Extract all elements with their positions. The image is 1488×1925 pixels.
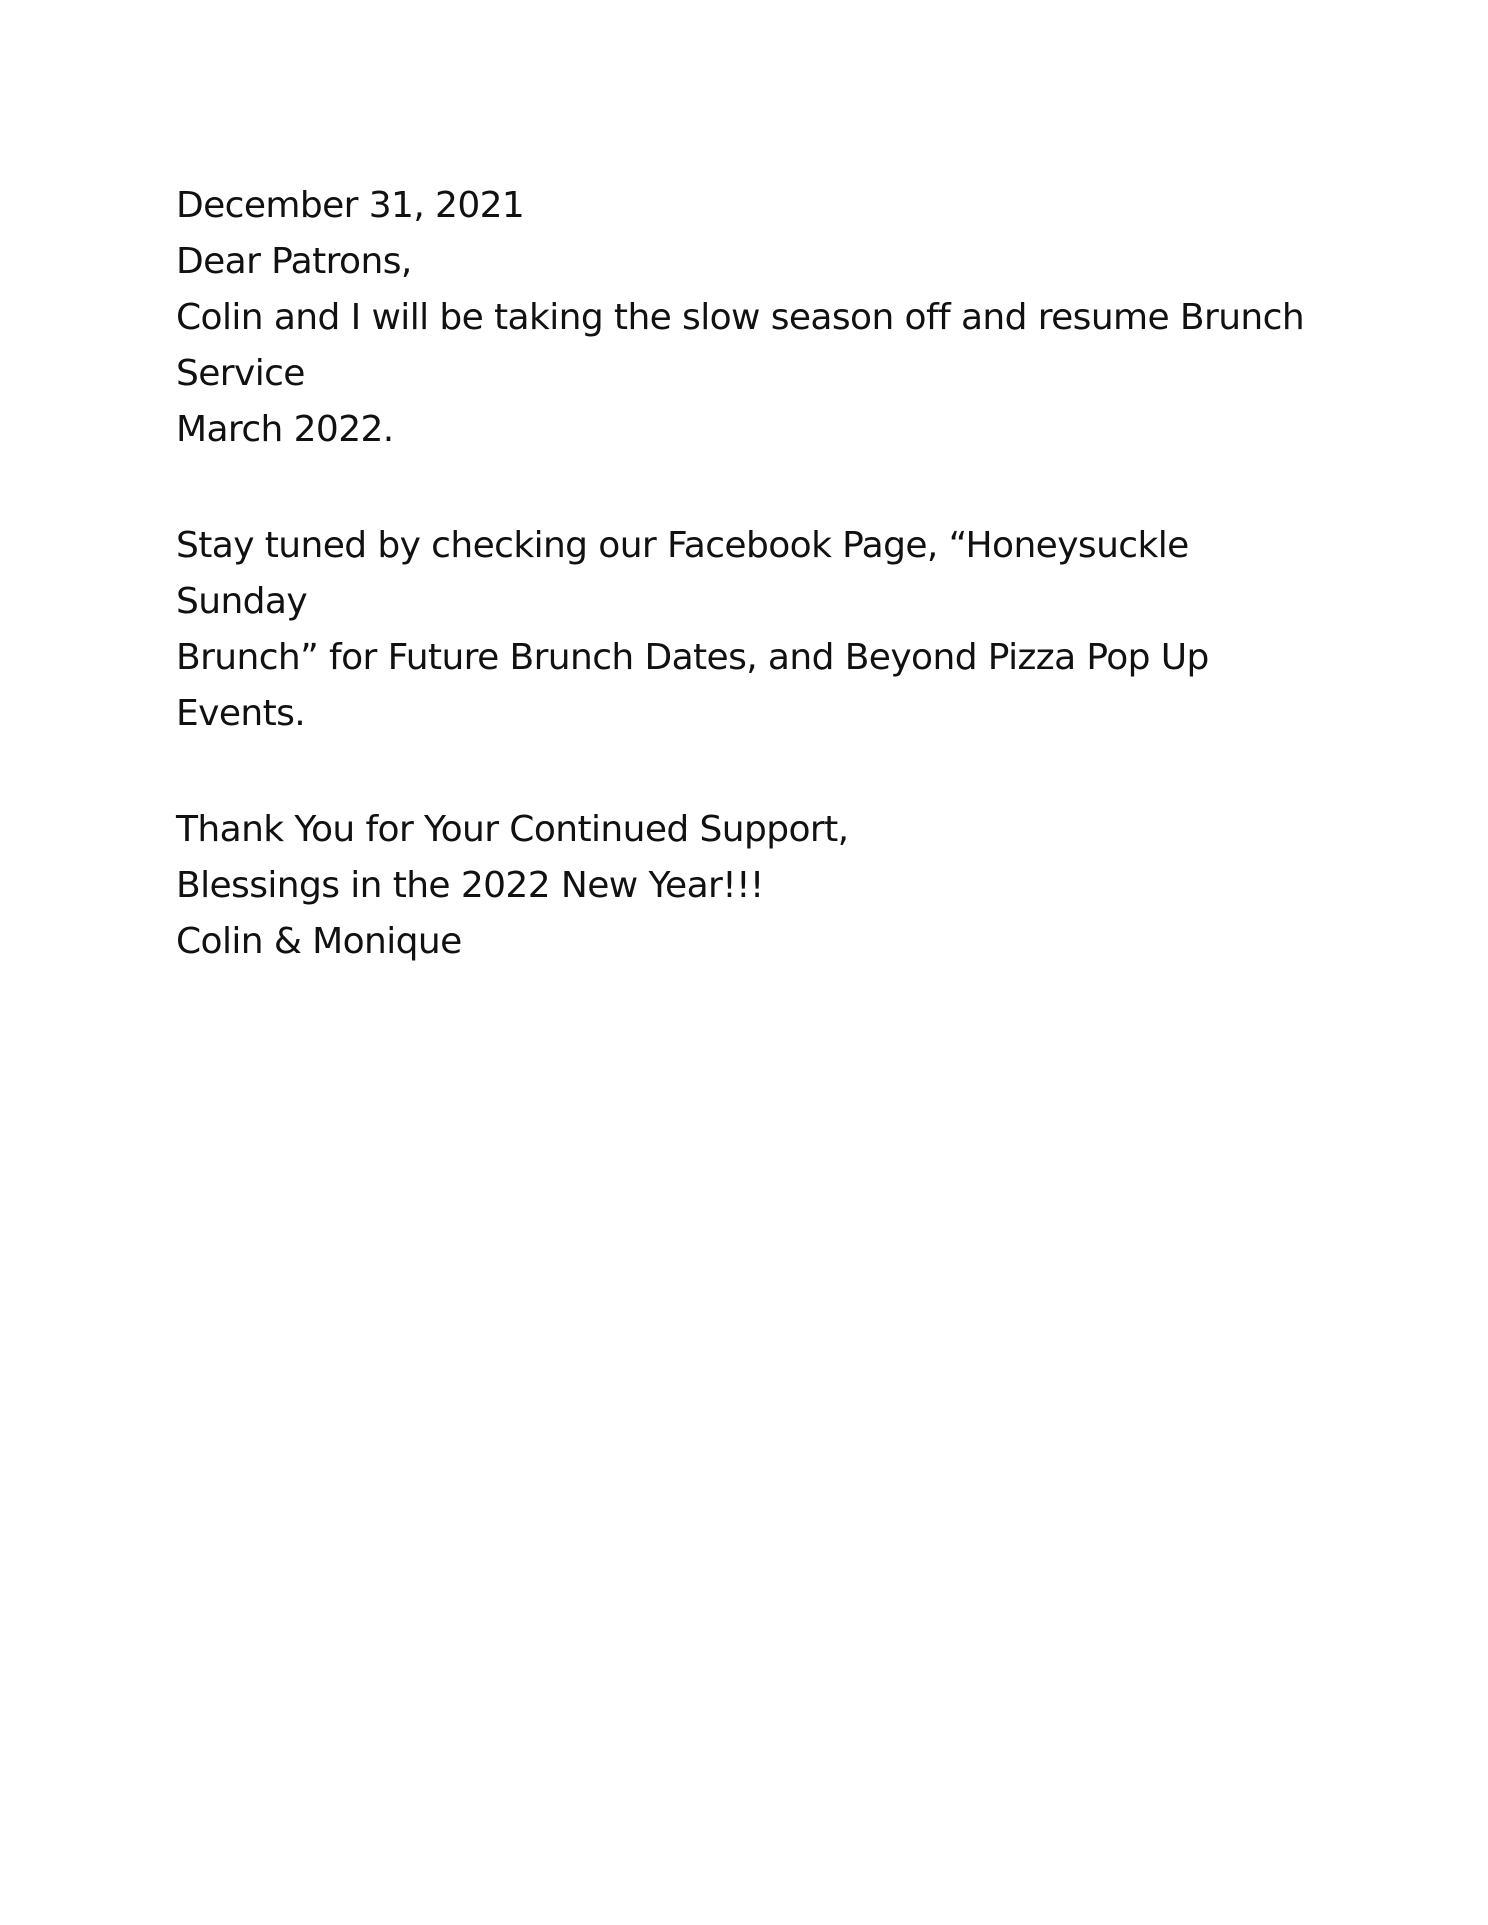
paragraph-stay-tuned [176,518,1316,742]
letter-body [176,178,1316,970]
letter-salutation: Dear Patrons, [176,241,412,282]
letter-signature: Colin & Monique [176,921,462,962]
paragraph-line: Brunch” for Future Brunch Dates, and Beyond Pizza Pop Up Events. [176,637,1209,734]
letter-blessing: Blessings in the 2022 New Year!!! [176,865,764,906]
letter-closing: Thank You for Your Continued Support, [176,809,849,850]
letter-date: December 31, 2021 [176,185,525,226]
paragraph-line: Stay tuned by checking our Facebook Page, “Honeysuckle Sunday [176,525,1189,622]
paragraph-line: March 2022. [176,409,394,450]
paragraph-line: Colin and I will be taking the slow season off and resume Brunch Service [176,297,1305,394]
signature-block [176,858,1316,970]
paragraph-brunch-pause [176,290,1316,458]
